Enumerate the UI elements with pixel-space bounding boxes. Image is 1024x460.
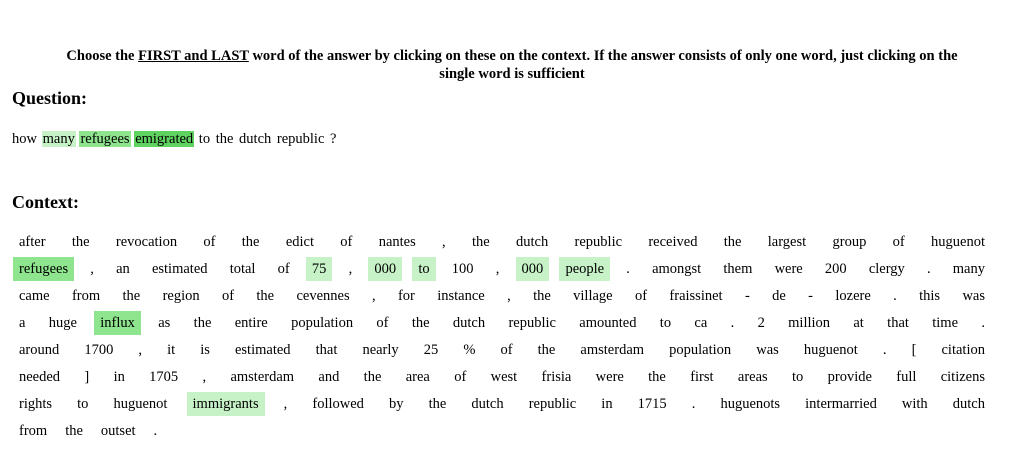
context-token[interactable]: of (340, 234, 353, 250)
context-token[interactable]: provide (827, 369, 872, 385)
context-token[interactable]: largest (767, 234, 807, 250)
context-token[interactable]: 1700 (84, 342, 114, 358)
context-token[interactable]: to (659, 315, 672, 331)
context-token[interactable]: village (573, 288, 613, 304)
context-token[interactable]: total (229, 261, 256, 277)
context-token[interactable]: , (348, 261, 353, 277)
context-token[interactable]: at (853, 315, 864, 331)
context-token[interactable]: . (153, 423, 158, 439)
context-token[interactable]: % (463, 342, 476, 358)
context-token[interactable]: , (138, 342, 143, 358)
context-token[interactable]: influx (94, 311, 141, 335)
context-token[interactable]: the (537, 342, 556, 358)
context-token[interactable]: dutch (452, 315, 486, 331)
context-token[interactable]: dutch (471, 396, 504, 412)
context-token[interactable]: area (405, 369, 430, 385)
context-token[interactable]: ] (84, 369, 90, 385)
context-token[interactable]: the (363, 369, 382, 385)
context-token[interactable]: areas (737, 369, 768, 385)
context-token[interactable]: amsterdam (230, 369, 295, 385)
context-token[interactable]: were (595, 369, 624, 385)
context-token[interactable]: instance (437, 288, 485, 304)
instruction-line2: single word is sufficient (439, 66, 585, 82)
context-token[interactable]: estimated (234, 342, 291, 358)
context-token[interactable]: . (626, 261, 630, 277)
question-token[interactable]: emigrated (135, 131, 194, 147)
context-token[interactable]: [ (911, 342, 917, 358)
context-token[interactable]: ca (694, 315, 708, 331)
context-token[interactable]: huge (48, 315, 77, 331)
context-heading: Context: (12, 192, 79, 212)
context-token[interactable]: the (122, 288, 141, 304)
context-token[interactable]: came (19, 288, 50, 304)
question-token[interactable]: how (12, 131, 37, 147)
context-token[interactable]: the (471, 234, 490, 250)
context-token[interactable]: the (533, 288, 551, 304)
context-token[interactable]: republic (574, 234, 623, 250)
context-row (13, 338, 991, 365)
context-token[interactable]: was (962, 288, 985, 304)
context-token[interactable]: after (19, 234, 46, 250)
context-token[interactable]: amsterdam (580, 342, 645, 358)
context-token[interactable]: them (723, 261, 753, 277)
context-token[interactable]: many (952, 261, 985, 277)
context-token[interactable]: revocation (115, 234, 178, 250)
context-token[interactable]: 200 (824, 261, 847, 277)
context-token[interactable]: time (932, 315, 959, 331)
context-token[interactable]: - (808, 288, 814, 304)
context-token[interactable]: rights (19, 396, 53, 412)
context-token[interactable]: received (648, 234, 698, 250)
context-token[interactable]: huguenots (720, 396, 781, 412)
context-token[interactable]: the (723, 234, 742, 250)
context-token[interactable]: that (315, 342, 338, 358)
context-token[interactable]: from (71, 288, 101, 304)
question-heading: Question: (12, 88, 88, 108)
context-token[interactable]: to (412, 257, 435, 281)
instruction-pre: Choose the (66, 48, 139, 64)
question-token[interactable]: ? (330, 131, 337, 147)
context-token[interactable]: around (19, 342, 60, 358)
context-token[interactable]: dutch (952, 396, 985, 412)
question-token[interactable]: republic (276, 131, 325, 147)
context-token[interactable]: 000 (368, 257, 402, 281)
context-token[interactable]: were (774, 261, 803, 277)
context-token[interactable]: nearly (362, 342, 399, 358)
context-token[interactable]: amounted (579, 315, 637, 331)
question-token[interactable]: the (215, 131, 234, 147)
context-token[interactable]: the (193, 315, 212, 331)
context-token[interactable]: to (792, 369, 804, 385)
context-token[interactable]: huguenot (931, 234, 985, 250)
context-token[interactable]: , (507, 288, 511, 304)
context-token[interactable]: , (90, 261, 94, 277)
context-row (13, 230, 991, 257)
context-token[interactable]: . (730, 315, 735, 331)
context-token[interactable]: people (559, 257, 610, 281)
context-token[interactable]: population (669, 342, 732, 358)
context-token[interactable]: group (832, 234, 867, 250)
context-token[interactable]: by (389, 396, 404, 412)
context-token[interactable]: an (116, 261, 130, 277)
context-token[interactable]: fraissinet (669, 288, 723, 304)
context-token[interactable]: 25 (423, 342, 439, 358)
context-token[interactable]: 1705 (149, 369, 179, 385)
context-token[interactable]: republic (528, 396, 577, 412)
context-token[interactable]: - (744, 288, 750, 304)
context-token[interactable]: full (896, 369, 917, 385)
context-token[interactable]: immigrants (187, 392, 265, 416)
context-token[interactable]: in (113, 369, 125, 385)
context-token[interactable]: it (167, 342, 176, 358)
context-token[interactable]: as (158, 315, 171, 331)
context-token[interactable]: de (772, 288, 786, 304)
context-token[interactable]: 100 (451, 261, 474, 277)
context-token[interactable]: the (428, 396, 447, 412)
instruction-emphasis: FIRST and LAST (138, 48, 249, 64)
context-token[interactable]: that (887, 315, 909, 331)
context-token[interactable]: cevennes (296, 288, 350, 304)
context-token[interactable]: 75 (306, 257, 333, 281)
context-token[interactable]: . (691, 396, 696, 412)
context-token[interactable]: clergy (868, 261, 905, 277)
context-token[interactable]: of (500, 342, 513, 358)
context-token[interactable]: entire (234, 315, 268, 331)
context-token[interactable]: this (919, 288, 941, 304)
context-token[interactable]: huguenot (803, 342, 858, 358)
context-token[interactable]: with (901, 396, 928, 412)
context-token[interactable]: to (77, 396, 89, 412)
context-token[interactable]: 1715 (637, 396, 667, 412)
context-token[interactable]: and (318, 369, 340, 385)
context-token[interactable]: . (926, 261, 931, 277)
instruction-text (0, 47, 1024, 83)
context-token[interactable]: in (601, 396, 613, 412)
context-token[interactable]: needed (19, 369, 61, 385)
context-token[interactable]: west (490, 369, 518, 385)
context-row (13, 392, 991, 419)
context-token[interactable]: . (893, 288, 897, 304)
context-token[interactable]: followed (312, 396, 364, 412)
context-token[interactable]: estimated (151, 261, 208, 277)
context-token[interactable]: for (397, 288, 415, 304)
context-token[interactable]: citation (941, 342, 985, 358)
context-token[interactable]: . (981, 315, 985, 331)
question-token[interactable]: dutch (239, 131, 272, 147)
context-token[interactable]: lozere (835, 288, 871, 304)
context-token[interactable]: population (291, 315, 354, 331)
context-token[interactable]: republic (508, 315, 556, 331)
context-token[interactable]: , (371, 288, 376, 304)
context-token[interactable]: is (200, 342, 210, 358)
context-token[interactable]: refugees (13, 257, 74, 281)
context-token[interactable]: first (690, 369, 714, 385)
context-token[interactable]: nantes (378, 234, 416, 250)
context-token[interactable]: frisia (541, 369, 572, 385)
question-text (11, 131, 337, 148)
context-token[interactable]: of (634, 288, 648, 304)
context-token[interactable]: , (283, 396, 288, 412)
context-token[interactable]: the (411, 315, 430, 331)
context-token[interactable]: intermarried (805, 396, 877, 412)
context-token[interactable]: was (756, 342, 779, 358)
context-token[interactable]: the (71, 234, 90, 250)
question-token[interactable]: refugees (80, 131, 130, 147)
context-token[interactable]: huguenot (113, 396, 168, 412)
context-token[interactable]: of (277, 261, 290, 277)
instruction-post: word of the answer by clicking on these on the context. If the answer consists of only one word, just clicking on the (248, 48, 958, 64)
context-token[interactable]: a (19, 315, 26, 331)
context-token[interactable]: amongst (652, 261, 702, 277)
context-token[interactable]: the (65, 423, 83, 439)
context-token[interactable]: the (256, 288, 275, 304)
context-row (13, 311, 991, 338)
context-token[interactable]: 000 (516, 257, 550, 281)
context-row (13, 365, 991, 392)
context-row (13, 419, 991, 446)
context-token[interactable]: of (376, 315, 389, 331)
context-token[interactable]: the (648, 369, 666, 385)
context-token[interactable]: million (788, 315, 831, 331)
context-token[interactable]: , (442, 234, 446, 250)
context-token[interactable]: of (203, 234, 216, 250)
context-token[interactable]: 2 (757, 315, 765, 331)
context-token[interactable]: , (202, 369, 207, 385)
context-row (13, 257, 991, 284)
context-token[interactable]: outset (100, 423, 136, 439)
context-token[interactable]: the (241, 234, 260, 250)
context-token[interactable]: , (495, 261, 500, 277)
question-token[interactable]: to (198, 131, 211, 147)
context-token[interactable]: dutch (516, 234, 549, 250)
context-token[interactable]: of (454, 369, 467, 385)
context-token[interactable]: of (221, 288, 235, 304)
context-token[interactable]: citizens (940, 369, 985, 385)
context-row (13, 284, 991, 311)
context-token[interactable]: from (19, 423, 48, 439)
context-token[interactable]: edict (285, 234, 314, 250)
question-token[interactable]: many (42, 131, 75, 147)
context-token[interactable]: . (882, 342, 887, 358)
context-token[interactable]: of (892, 234, 905, 250)
context-token[interactable]: region (162, 288, 200, 304)
